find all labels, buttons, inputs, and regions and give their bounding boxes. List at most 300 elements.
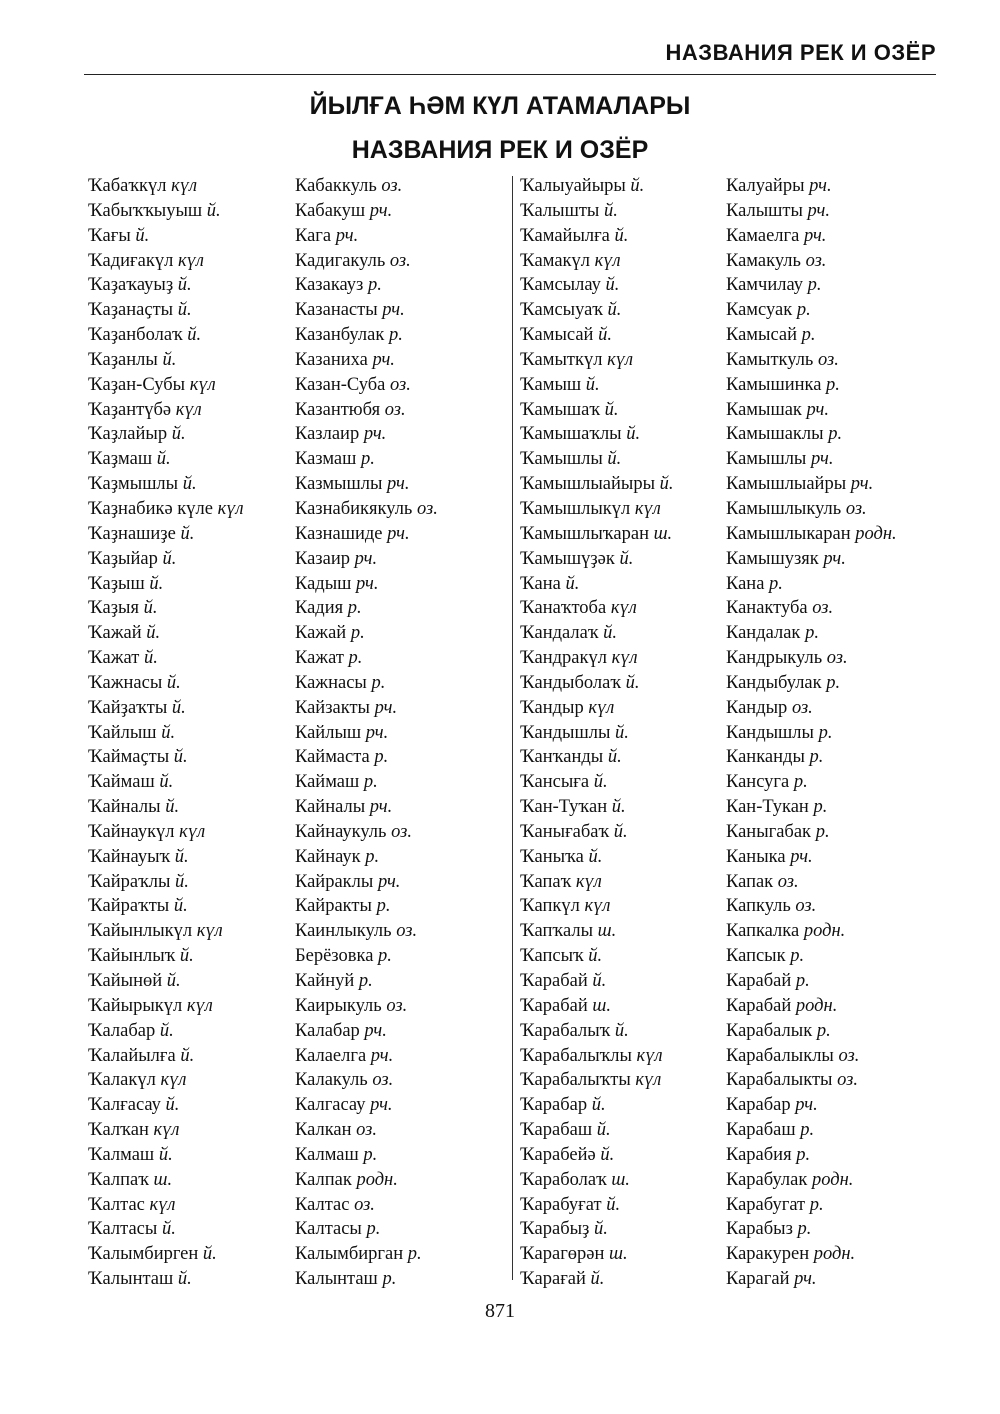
russian-name	[726, 1267, 817, 1292]
bashkir-name	[88, 174, 295, 199]
russian-name-text: Кабакуш	[295, 200, 366, 221]
bashkir-name	[520, 596, 726, 621]
bashkir-name-text: Ҡапҡалы	[520, 921, 594, 942]
russian-name	[295, 1217, 380, 1242]
column-divider	[512, 176, 513, 1280]
bashkir-type-abbrev: й.	[585, 374, 600, 395]
russian-name	[295, 1143, 377, 1168]
russian-name-text: Карабар	[726, 1095, 791, 1116]
bashkir-name	[520, 721, 726, 746]
bashkir-type-abbrev: күл	[175, 399, 202, 420]
russian-name	[295, 547, 377, 572]
russian-name-text: Кайлыш	[295, 722, 362, 743]
dictionary-entry	[520, 1168, 897, 1193]
bashkir-type-abbrev: күл	[607, 349, 634, 370]
bashkir-name-text: Ҡалпаҡ	[88, 1169, 149, 1190]
russian-name-text: Карабалык	[726, 1020, 813, 1041]
dictionary-entry	[520, 671, 897, 696]
russian-type-abbrev: рч.	[369, 200, 393, 221]
russian-name	[295, 323, 403, 348]
russian-name-text: Карабугат	[726, 1194, 806, 1215]
dictionary-entry	[520, 994, 897, 1019]
bashkir-type-abbrev: й.	[179, 946, 194, 967]
russian-type-abbrev: р.	[350, 623, 365, 644]
bashkir-type-abbrev: й.	[143, 648, 158, 669]
bashkir-name-text: Ҡадиғакүл	[88, 250, 174, 271]
russian-type-abbrev: рч.	[369, 797, 393, 818]
bashkir-name	[520, 894, 726, 919]
bashkir-name	[520, 919, 726, 944]
bashkir-name-text: Ҡайырыкүл	[88, 995, 183, 1016]
russian-name-text: Кандыр	[726, 697, 788, 718]
bashkir-type-abbrev: й.	[607, 300, 622, 321]
russian-name-text: Каирыкуль	[295, 995, 382, 1016]
bashkir-name	[520, 1217, 726, 1242]
russian-type-abbrev: оз.	[390, 374, 411, 395]
russian-name	[295, 447, 375, 472]
bashkir-name-text: Ҡайналы	[88, 797, 161, 818]
bashkir-name-text: Ҡалакүл	[88, 1070, 156, 1091]
russian-type-abbrev: оз.	[381, 176, 403, 196]
russian-name	[726, 323, 816, 348]
dictionary-entry	[520, 646, 897, 671]
russian-type-abbrev: р.	[407, 1244, 422, 1265]
russian-name	[726, 1068, 858, 1093]
bashkir-name	[520, 745, 726, 770]
russian-type-abbrev: р.	[368, 275, 382, 296]
russian-name	[726, 522, 897, 547]
russian-name-text: Калымбирган	[295, 1244, 404, 1265]
russian-type-abbrev: оз.	[384, 399, 406, 420]
russian-type-abbrev: рч.	[370, 1045, 394, 1066]
russian-name	[295, 1242, 422, 1267]
bashkir-name	[520, 1168, 726, 1193]
russian-name-text: Казанасты	[295, 300, 378, 321]
russian-name-text: Каныка	[726, 846, 786, 867]
russian-type-abbrev: р.	[769, 573, 783, 594]
russian-type-abbrev: р.	[790, 946, 805, 967]
russian-name-text: Кандалак	[726, 623, 801, 644]
bashkir-name	[520, 1019, 726, 1044]
bashkir-type-abbrev: й.	[159, 1020, 174, 1041]
bashkir-name	[520, 174, 726, 199]
russian-name-text: Кадигакуль	[295, 250, 386, 271]
bashkir-name-text: Ҡарабай	[520, 995, 588, 1016]
bashkir-type-abbrev: й.	[149, 573, 164, 594]
russian-name	[295, 770, 378, 795]
russian-type-abbrev: оз.	[812, 598, 834, 619]
russian-name-text: Кана	[726, 573, 765, 594]
bashkir-type-abbrev: й.	[165, 1095, 180, 1116]
russian-name	[295, 1068, 393, 1093]
russian-name-text: Карабалыклы	[726, 1045, 834, 1066]
russian-type-abbrev: р.	[826, 374, 840, 395]
bashkir-name-text: Ҡажай	[88, 623, 142, 644]
bashkir-type-abbrev: й.	[159, 772, 174, 793]
russian-type-abbrev: оз.	[417, 498, 438, 519]
dictionary-entry	[88, 273, 438, 298]
bashkir-type-abbrev: й.	[165, 797, 180, 818]
bashkir-type-abbrev: күл	[153, 1120, 180, 1141]
bashkir-name	[520, 224, 726, 249]
russian-type-abbrev: рч.	[377, 871, 401, 892]
bashkir-name	[88, 671, 295, 696]
bashkir-type-abbrev: й.	[565, 573, 580, 594]
bashkir-name	[520, 273, 726, 298]
bashkir-name	[88, 1068, 295, 1093]
russian-name	[726, 447, 833, 472]
page-number: 871	[485, 1300, 515, 1322]
russian-name-text: Калаелга	[295, 1045, 367, 1066]
russian-name-text: Камышак	[726, 399, 802, 420]
dictionary-entry	[520, 1267, 897, 1292]
dictionary-entry	[88, 621, 438, 646]
dictionary-entry	[520, 845, 897, 870]
bashkir-name	[88, 1168, 295, 1193]
russian-name-text: Кандышлы	[726, 722, 814, 743]
bashkir-name-text: Ҡайраҡты	[88, 896, 170, 917]
dictionary-entry	[88, 770, 438, 795]
russian-name	[726, 1168, 853, 1193]
bashkir-type-abbrev: й.	[187, 325, 202, 346]
bashkir-type-abbrev: күл	[160, 1070, 187, 1091]
bashkir-type-abbrev: й.	[166, 971, 181, 991]
bashkir-name-text: Ҡамыш	[520, 374, 582, 395]
bashkir-type-abbrev: й.	[603, 200, 618, 221]
russian-name-text: Камчилау	[726, 275, 803, 296]
russian-name	[295, 919, 417, 944]
russian-name-text: Калышты	[726, 200, 803, 221]
russian-name-text: Калмаш	[295, 1144, 359, 1165]
russian-name-text: Карабалыкты	[726, 1070, 833, 1091]
russian-type-abbrev: рч.	[807, 200, 830, 221]
dictionary-entry	[520, 621, 897, 646]
russian-type-abbrev: рч.	[364, 1020, 387, 1041]
russian-name-text: Карабулак	[726, 1169, 808, 1190]
bashkir-name	[520, 969, 726, 994]
dictionary-entry	[520, 1193, 897, 1218]
russian-name	[295, 870, 400, 895]
dictionary-entry	[88, 596, 438, 621]
russian-type-abbrev: р.	[376, 896, 391, 917]
dictionary-entry	[88, 348, 438, 373]
russian-name	[295, 224, 358, 249]
bashkir-name	[88, 249, 295, 274]
russian-name-text: Казнашиде	[295, 523, 383, 544]
dictionary-entry	[520, 572, 897, 597]
bashkir-name	[88, 1019, 295, 1044]
bashkir-name	[88, 572, 295, 597]
russian-name-text: Казлаир	[295, 424, 360, 445]
russian-name	[726, 373, 840, 398]
russian-name-text: Калтасы	[295, 1219, 362, 1240]
russian-type-abbrev: р.	[388, 325, 403, 346]
dictionary-entry	[520, 696, 897, 721]
bashkir-name-text: Ҡарабай	[520, 971, 588, 991]
bashkir-name	[520, 1242, 726, 1267]
bashkir-name	[520, 1044, 726, 1069]
russian-name	[726, 596, 833, 621]
russian-type-abbrev: рч.	[790, 846, 813, 867]
bashkir-name	[520, 348, 726, 373]
dictionary-entry	[88, 1168, 438, 1193]
russian-name	[726, 745, 823, 770]
bashkir-type-abbrev: й.	[156, 449, 171, 470]
bashkir-type-abbrev: й.	[611, 797, 626, 818]
dictionary-entry	[520, 1044, 897, 1069]
russian-name	[726, 224, 826, 249]
bashkir-name-text: Ҡалабар	[88, 1020, 156, 1041]
russian-type-abbrev: родн.	[803, 921, 846, 942]
russian-name-text: Калпак	[295, 1169, 352, 1190]
bashkir-name	[520, 447, 726, 472]
bashkir-type-abbrev: й.	[604, 399, 619, 420]
bashkir-name-text: Ҡажат	[88, 648, 140, 669]
russian-type-abbrev: оз.	[818, 349, 839, 370]
bashkir-name-text: Ҡабыҡҡыуыш	[88, 200, 203, 221]
bashkir-name	[88, 547, 295, 572]
bashkir-name	[88, 1267, 295, 1292]
russian-type-abbrev: р.	[801, 325, 816, 346]
bashkir-type-abbrev: й.	[588, 846, 603, 867]
dictionary-entry	[88, 1267, 438, 1292]
russian-name-text: Кажнасы	[295, 672, 367, 693]
left-half-list	[88, 174, 438, 1292]
bashkir-name	[88, 894, 295, 919]
russian-type-abbrev: р.	[815, 821, 830, 842]
bashkir-name	[88, 398, 295, 423]
running-header: НАЗВАНИЯ РЕК И ОЗЁР	[665, 40, 936, 65]
dictionary-entry	[520, 497, 897, 522]
dictionary-entry	[520, 870, 897, 895]
dictionary-entry	[88, 870, 438, 895]
bashkir-type-abbrev: й.	[180, 523, 195, 544]
bashkir-name-text: Ҡамсылау	[520, 275, 601, 296]
russian-type-abbrev: р.	[807, 275, 822, 296]
bashkir-type-abbrev: й.	[598, 325, 612, 346]
bashkir-name	[520, 1267, 726, 1292]
dictionary-entry	[88, 721, 438, 746]
bashkir-type-abbrev: күл	[196, 921, 223, 942]
russian-type-abbrev: рч.	[809, 176, 832, 196]
bashkir-name	[88, 994, 295, 1019]
russian-type-abbrev: рч.	[363, 424, 387, 445]
bashkir-name-text: Ҡанаҡтоба	[520, 598, 607, 619]
bashkir-type-abbrev: күл	[588, 697, 615, 718]
dictionary-entry	[520, 398, 897, 423]
russian-name-text: Каракурен	[726, 1244, 810, 1265]
dictionary-entry	[520, 472, 897, 497]
bashkir-name-text: Ҡапсыҡ	[520, 946, 584, 967]
russian-name-text: Калкан	[295, 1120, 352, 1141]
bashkir-name	[520, 770, 726, 795]
russian-name	[726, 422, 842, 447]
bashkir-name-text: Ҡандракүл	[520, 648, 607, 669]
bashkir-type-abbrev: й.	[619, 548, 634, 569]
russian-name	[295, 422, 386, 447]
bashkir-name-text: Ҡандалаҡ	[520, 623, 599, 644]
bashkir-name-text: Ҡапаҡ	[520, 871, 572, 892]
russian-name-text: Берёзовка	[295, 946, 374, 967]
bashkir-name	[520, 1143, 726, 1168]
dictionary-entry	[520, 1143, 897, 1168]
russian-name-text: Канканды	[726, 747, 805, 768]
bashkir-type-abbrev: й.	[174, 846, 189, 867]
russian-name-text: Калынташ	[295, 1269, 378, 1290]
dictionary-entry	[520, 323, 897, 348]
bashkir-name	[520, 373, 726, 398]
russian-name	[726, 1044, 859, 1069]
bashkir-name-text: Ҡарабалыҡлы	[520, 1045, 632, 1066]
bashkir-name	[88, 447, 295, 472]
bashkir-type-abbrev: й.	[626, 424, 641, 445]
russian-name	[726, 621, 819, 646]
bashkir-name-text: Ҡаҙмаш	[88, 449, 153, 470]
russian-name	[726, 348, 839, 373]
russian-name	[726, 994, 837, 1019]
russian-type-abbrev: рч.	[335, 225, 359, 246]
russian-name	[726, 944, 804, 969]
bashkir-type-abbrev: ш.	[592, 995, 611, 1016]
bashkir-type-abbrev: й.	[206, 200, 221, 221]
bashkir-name-text: Ҡажнасы	[88, 672, 163, 693]
bashkir-name-text: Ҡайынөй	[88, 971, 163, 991]
dictionary-entry	[88, 472, 438, 497]
bashkir-name-text: Ҡаҙнабикә күле	[88, 498, 213, 519]
bashkir-name-text: Ҡараболаҡ	[520, 1169, 607, 1190]
russian-name	[295, 646, 362, 671]
russian-name-text: Камышлыкуль	[726, 498, 842, 519]
russian-name-text: Каныгабак	[726, 821, 812, 842]
bashkir-name	[88, 795, 295, 820]
bashkir-type-abbrev: й.	[614, 225, 629, 246]
russian-type-abbrev: оз.	[372, 1070, 394, 1091]
bashkir-name	[520, 696, 726, 721]
russian-name-text: Кадия	[295, 598, 344, 619]
bashkir-name	[88, 472, 295, 497]
bashkir-name	[520, 422, 726, 447]
russian-name-text: Калабар	[295, 1020, 360, 1041]
dictionary-entry	[88, 1242, 438, 1267]
russian-name-text: Карабыз	[726, 1219, 793, 1240]
bashkir-type-abbrev: й.	[614, 1020, 629, 1041]
dictionary-entry	[520, 273, 897, 298]
russian-name-text: Камсуак	[726, 300, 793, 321]
bashkir-type-abbrev: ш.	[597, 921, 617, 942]
russian-type-abbrev: р.	[826, 672, 841, 693]
dictionary-entry	[88, 422, 438, 447]
russian-name-text: Кансуга	[726, 772, 790, 793]
russian-name-text: Калакуль	[295, 1070, 368, 1091]
bashkir-name-text: Ҡалғасау	[88, 1095, 161, 1116]
russian-type-abbrev: родн.	[795, 995, 838, 1016]
page-title-bashkir: ЙЫЛҒА ҺӘМ КҮЛ АТАМАЛАРЫ	[309, 92, 691, 120]
bashkir-name-text: Ҡарабар	[520, 1095, 588, 1116]
russian-name	[295, 572, 379, 597]
russian-name-text: Казанбулак	[295, 325, 385, 346]
bashkir-name	[520, 249, 726, 274]
bashkir-name	[520, 870, 726, 895]
dictionary-entry	[88, 522, 438, 547]
russian-type-abbrev: рч.	[365, 722, 389, 743]
bashkir-name-text: Ҡалыуайыры	[520, 176, 626, 196]
dictionary-entry	[88, 919, 438, 944]
russian-name	[295, 696, 397, 721]
bashkir-type-abbrev: й.	[607, 449, 622, 470]
russian-type-abbrev: оз.	[795, 896, 817, 917]
dictionary-entry	[520, 745, 897, 770]
russian-type-abbrev: оз.	[838, 1045, 860, 1066]
bashkir-name	[520, 497, 726, 522]
russian-name	[295, 1118, 377, 1143]
russian-name-text: Кайнаук	[295, 846, 361, 867]
russian-name	[726, 1093, 818, 1118]
russian-name-text: Казаир	[295, 548, 350, 569]
bashkir-type-abbrev: й.	[588, 946, 603, 967]
bashkir-type-abbrev: й.	[615, 722, 629, 743]
dictionary-entry	[520, 969, 897, 994]
bashkir-name-text: Ҡанығабаҡ	[520, 821, 610, 842]
russian-name-text: Камышлыкаран	[726, 523, 851, 544]
russian-type-abbrev: родн.	[813, 1244, 856, 1265]
russian-type-abbrev: оз.	[845, 498, 867, 519]
dictionary-entry	[520, 894, 897, 919]
bashkir-name	[88, 820, 295, 845]
russian-name	[726, 870, 799, 895]
russian-name-text: Калгасау	[295, 1095, 366, 1116]
russian-name	[726, 795, 827, 820]
bashkir-name	[520, 323, 726, 348]
bashkir-name-text: Ҡамысай	[520, 325, 594, 346]
dictionary-entry	[520, 1093, 897, 1118]
bashkir-name-text: Ҡамыткүл	[520, 349, 603, 370]
russian-type-abbrev: р.	[378, 946, 392, 967]
bashkir-type-abbrev: й.	[173, 896, 188, 917]
bashkir-type-abbrev: й.	[171, 697, 186, 718]
russian-name	[295, 298, 405, 323]
bashkir-name	[88, 845, 295, 870]
russian-type-abbrev: рч.	[387, 523, 410, 544]
bashkir-name	[88, 373, 295, 398]
bashkir-name	[520, 199, 726, 224]
russian-name-text: Кайракты	[295, 896, 372, 917]
bashkir-name-text: Ҡаҙмышлы	[88, 474, 179, 495]
russian-type-abbrev: р.	[347, 598, 362, 619]
russian-name	[295, 745, 388, 770]
russian-name	[295, 1168, 398, 1193]
bashkir-type-abbrev: й.	[180, 1045, 195, 1066]
bashkir-name-text: Ҡалынташ	[88, 1269, 174, 1290]
russian-name-text: Казмышлы	[295, 474, 383, 495]
russian-name	[295, 522, 410, 547]
russian-name	[726, 1193, 824, 1218]
russian-name	[726, 1217, 811, 1242]
russian-name	[295, 1193, 375, 1218]
russian-name-text: Капсык	[726, 946, 786, 967]
russian-name	[295, 671, 385, 696]
russian-name	[726, 696, 813, 721]
russian-name-text: Камышузяк	[726, 548, 819, 569]
bashkir-type-abbrev: й.	[182, 474, 197, 495]
russian-name-text: Кайналы	[295, 797, 366, 818]
russian-name	[295, 1044, 393, 1069]
russian-name	[295, 845, 379, 870]
bashkir-name	[88, 323, 295, 348]
bashkir-name-text: Ҡалмаш	[88, 1144, 155, 1165]
bashkir-type-abbrev: күл	[186, 995, 213, 1016]
russian-name	[726, 273, 821, 298]
russian-name-text: Капак	[726, 871, 774, 892]
